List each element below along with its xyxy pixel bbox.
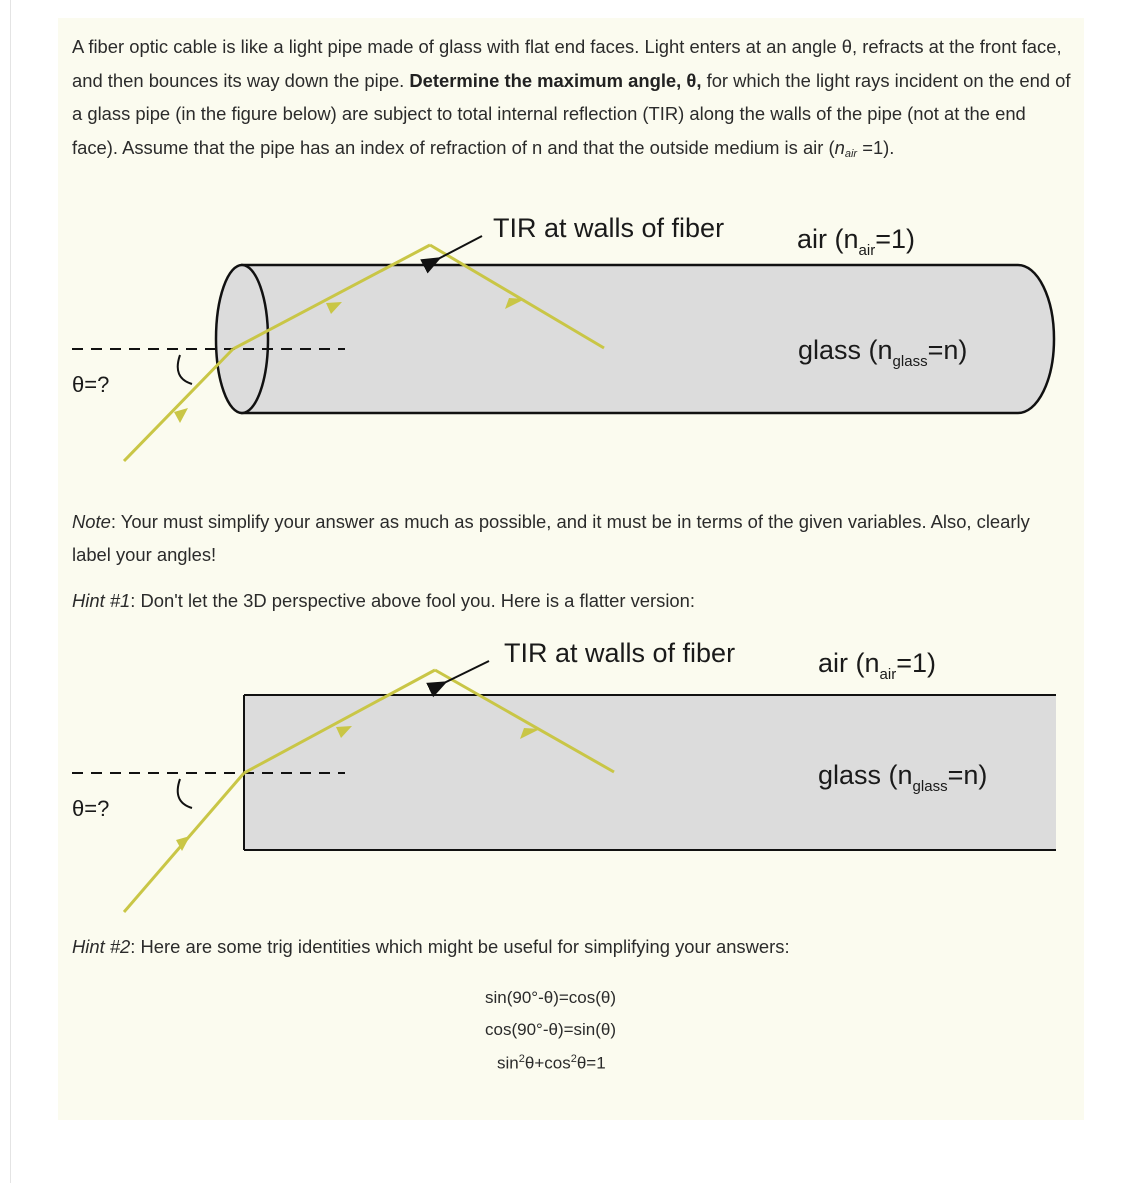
figure1-theta-label: θ=? bbox=[72, 372, 110, 397]
problem-text-2: for which the light rays incident on the end of a glass pipe (in the figure below) are subject to total internal reflection (TIR) along the walls of the pipe (not at the end face). Assume that the pipe has an index of refraction of n and that the outside medium is air ( bbox=[72, 69, 1071, 158]
figure2-tir-pointer bbox=[444, 661, 489, 683]
identity-3: $\sin^2\theta+\cos^2\theta=1$ bbox=[497, 1053, 606, 1073]
figure2-glass-label: glass $(n_{glass}=n)$ bbox=[818, 760, 988, 795]
figure1-air-label: air $(n_{air}=1)$ bbox=[797, 224, 915, 259]
problem-text-3: =1). bbox=[857, 136, 895, 158]
hint1-text: Hint #1: Don't let the 3D perspective above fool you. Here is a flatter version: bbox=[72, 590, 695, 611]
n-air-symbol: n bbox=[834, 136, 845, 158]
problem-text-1: A fiber optic cable is like a light pipe made of glass with flat end faces. Light enters at an angle θ, refracts at the front face, and then bounces its way down the pipe. bbox=[72, 36, 1062, 91]
figure1-tir-pointer bbox=[438, 236, 482, 259]
figure2-air-label: air $(n_{air}=1)$ bbox=[818, 648, 936, 683]
problem-bold-2: θ, bbox=[686, 69, 702, 91]
figure2-theta-label: θ=? bbox=[72, 796, 110, 821]
problem-bold-1: Determine the maximum angle, bbox=[409, 69, 682, 91]
hint2-text: Hint #2: Here are some trig identities which might be useful for simplifying your answers: bbox=[72, 936, 790, 957]
identity-1: sin(90°-θ)=cos(θ) bbox=[485, 988, 617, 1007]
figure1-tir-label: TIR at walls of fiber bbox=[493, 213, 725, 243]
identity-2: cos(90°-θ)=sin(θ) bbox=[485, 1020, 617, 1039]
pipe-front-face bbox=[216, 265, 268, 413]
figure1-glass-label: glass $(n_{glass}=n)$ bbox=[798, 335, 968, 370]
figure1-angle-arc bbox=[178, 355, 192, 384]
figure2-tir-label: TIR at walls of fiber bbox=[504, 638, 736, 668]
n-air-subscript: air bbox=[844, 147, 858, 160]
note-text: Note: Your must simplify your answer as much as possible, and it must be in terms of the given variables. Also, clearly label your angles! bbox=[72, 511, 1030, 565]
figure1-ray-arrow-1 bbox=[174, 408, 188, 423]
figure2-angle-arc bbox=[178, 779, 192, 808]
